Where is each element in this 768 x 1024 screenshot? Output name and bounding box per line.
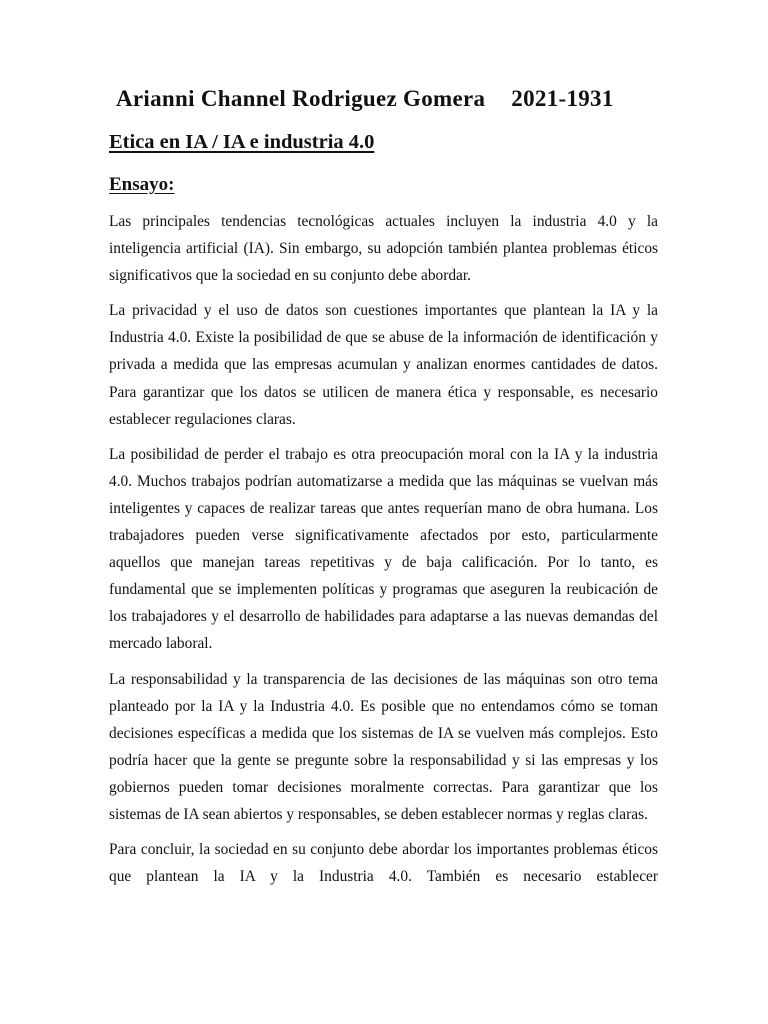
paragraph-1: Las principales tendencias tecnológicas actuales incluyen la industria 4.0 y la inteligencia artificial (IA). Sin embargo, su adopción también plantea problemas éticos significativos que la sociedad en su conjunto debe abordar. <box>109 213 658 285</box>
author-name: Arianni Channel Rodriguez Gomera <box>116 86 486 111</box>
paragraph-3: La posibilidad de perder el trabajo es otra preocupación moral con la IA y la industria 4.0. Muchos trabajos podrían automatizarse a medida que las máquinas se vuelvan más inteligentes y capaces de realizar tareas que antes requerían mano de obra humana. Los trabajadores pueden verse significativamente afectados por esto, particularmente aquellos que manejan tareas repetitivas y de baja calificación. Por lo tanto, es fundamental que se implementen políticas y programas que aseguren la reubicación de los trabajadores y el desarrollo de habilidades para adaptarse a las nuevas demandas del mercado laboral. <box>109 445 658 653</box>
paragraph-2: La privacidad y el uso de datos son cuestiones importantes que plantean la IA y la Industria 4.0. Existe la posibilidad de que se abuse de la información de identificación y privada a medida que las empresas acumulan y analizan enormes cantidades de datos. Para garantizar que los datos se utilicen de manera ética y responsable, es necesario establecer regulaciones claras. <box>109 302 658 428</box>
document-title: Etica en IA / IA e industria 4.0 <box>109 131 375 153</box>
paragraph-5: Para concluir, la sociedad en su conjunto debe abordar los importantes problemas éticos que plantean la IA y la Industria 4.0. También es necesario establecer <box>109 841 658 886</box>
student-id: 2021-1931 <box>511 86 614 111</box>
author-header <box>116 86 676 112</box>
essay-body <box>109 208 658 898</box>
paragraph-4: La responsabilidad y la transparencia de las decisiones de las máquinas son otro tema planteado por la IA y la Industria 4.0. Es posible que no entendamos cómo se toman decisiones específicas a medida que los sistemas de IA se vuelven más complejos. Esto podría hacer que la gente se pregunte sobre la responsabilidad y si las empresas y los gobiernos pueden tomar decisiones moralmente correctas. Para garantizar que los sistemas de IA sean abiertos y responsables, se deben establecer normas y reglas claras. <box>109 670 658 823</box>
section-label: Ensayo: <box>109 174 175 195</box>
